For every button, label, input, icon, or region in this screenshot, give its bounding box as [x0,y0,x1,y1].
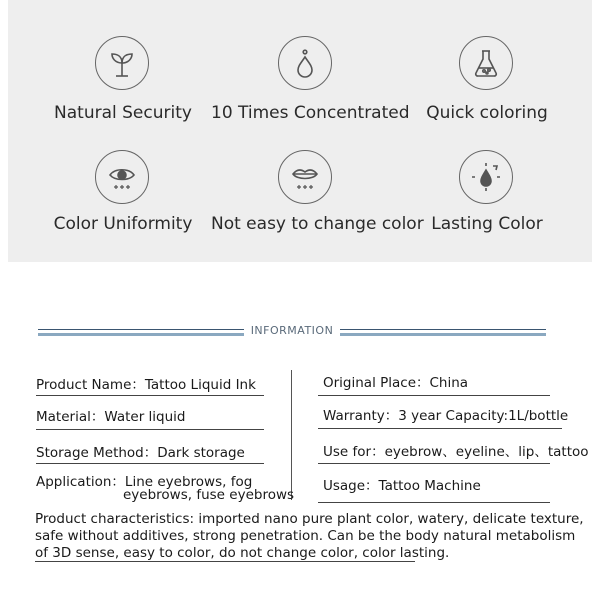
information-header [38,324,546,344]
feature-label: 10 Times Concentrated [211,103,410,123]
characteristics-line: of 3D sense, easy to color, do not change color, color lasting. [35,545,450,561]
application-continued: eyebrows, fuse eyebrows [123,487,295,503]
row-underline [36,463,264,464]
row-underline [318,502,550,503]
warranty-capacity: Warranty：3 year Capacity:1L/bottle [323,408,569,424]
lips-icon [278,150,332,204]
application: Application：Line eyebrows, fog [36,474,253,490]
row-underline [318,428,562,429]
column-divider [291,370,292,500]
sprout-icon [95,36,149,90]
feature-label: Not easy to change color [211,214,424,234]
row-underline [36,395,264,396]
use-for: Use for：eyebrow、eyeline、lip、tattoo [323,444,589,460]
eye-icon [95,150,149,204]
feature-label: Color Uniformity [53,214,193,234]
row-underline [318,463,550,464]
header-rule-left [38,329,244,337]
original-place: Original Place：China [323,375,469,391]
feature-label: Natural Security [54,103,192,123]
storage-method: Storage Method：Dark storage [36,445,245,461]
feature-panel [8,0,592,262]
row-underline [36,429,264,430]
characteristics-underline [35,561,415,562]
product-characteristics [35,511,584,562]
characteristics-line: safe without additives, strong penetration. Can be the body natural metabolism [35,528,576,544]
header-rule-right [340,329,546,337]
flask-icon [459,36,513,90]
usage: Usage：Tattoo Machine [323,478,481,494]
material: Material：Water liquid [36,409,186,425]
row-underline [318,395,550,396]
feature-label: Lasting Color [431,214,543,234]
drop-icon [278,36,332,90]
characteristics-line: Product characteristics: imported nano pure plant color, watery, delicate texture, [35,511,584,527]
product-name: Product Name：Tattoo Liquid Ink [36,377,256,393]
information-title: INFORMATION [250,324,334,337]
feature-label: Quick coloring [426,103,548,123]
timer-drop-icon [459,150,513,204]
